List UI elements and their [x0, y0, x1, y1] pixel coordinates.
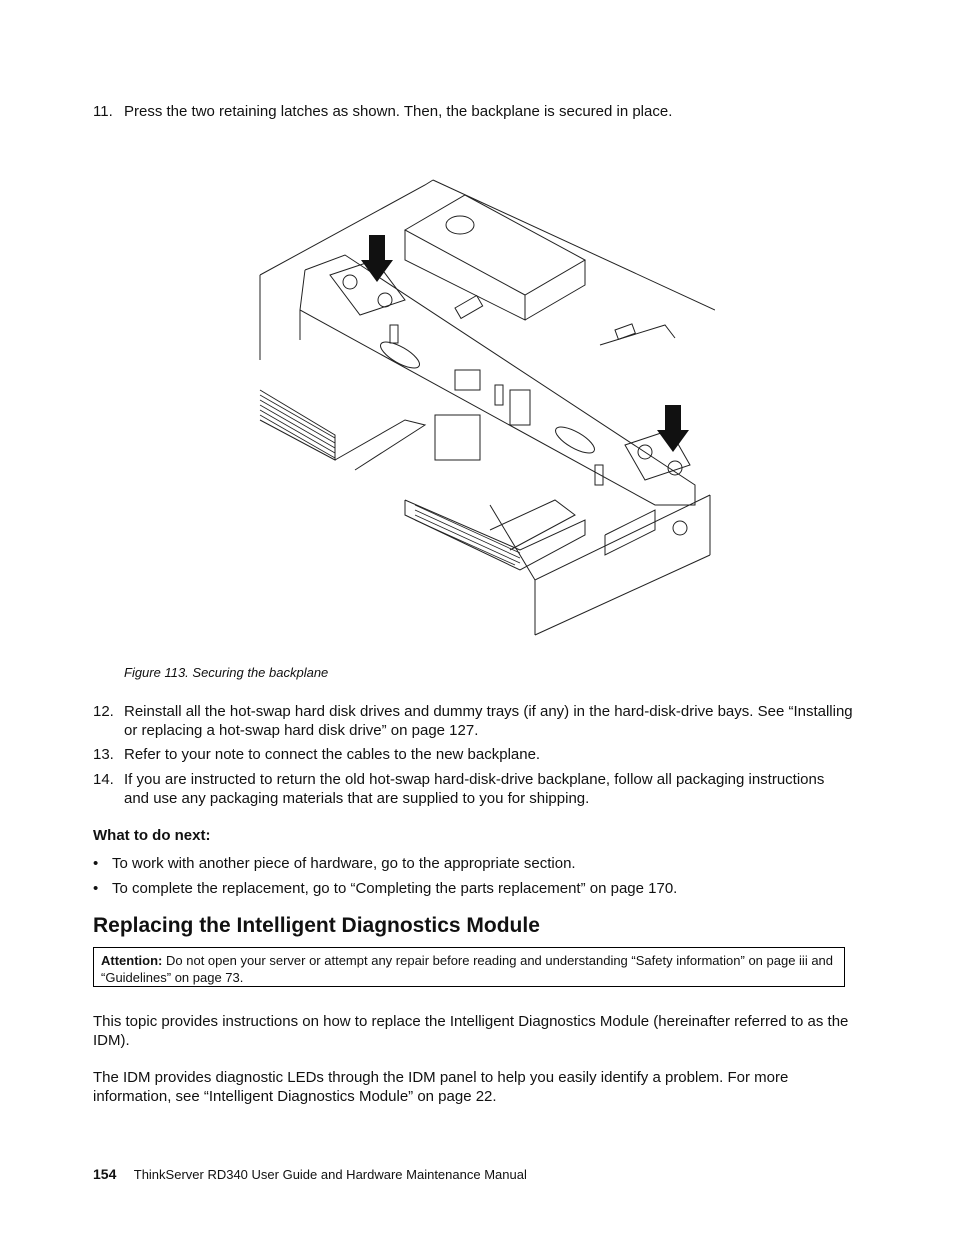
step-13 [93, 745, 853, 764]
bullet-icon: • [93, 880, 99, 897]
attention-label: Attention: [101, 953, 163, 968]
page-footer [93, 1166, 527, 1182]
list-item [93, 854, 853, 873]
attention-text: Do not open your server or attempt any repair before reading and understanding “Safety information” on page iii and “Guidelines” on page 73. [101, 953, 834, 985]
bullet-icon: • [93, 855, 99, 872]
idm-paragraph: The IDM provides diagnostic LEDs through the IDM panel to help you easily identify a problem. For more information, see “Intelligent Diagnostics Module” on page 22. [93, 1069, 789, 1105]
step-text: If you are instructed to return the old hot-swap hard-disk-drive backplane, follow all packaging instructions and use any packaging materials that are supplied to you for shipping. [124, 771, 825, 807]
step-number: 11. [93, 103, 113, 120]
step-text: Reinstall all the hot-swap hard disk drives and dummy trays (if any) in the hard-disk-drive bays. See “Installing or replacing a hot-swap hard disk drive” on page 127. [124, 703, 853, 739]
step-text: Refer to your note to connect the cables to the new backplane. [124, 746, 541, 763]
step-12 [93, 702, 853, 740]
what-to-do-next-heading: What to do next: [93, 827, 211, 844]
step-number: 14. [93, 771, 114, 788]
figure-caption: Figure 113. Securing the backplane [124, 665, 329, 680]
attention-box [93, 947, 845, 987]
page-number: 154 [93, 1166, 117, 1182]
bullet-text: To complete the replacement, go to “Completing the parts replacement” on page 170. [112, 880, 678, 897]
manual-title: ThinkServer RD340 User Guide and Hardware Maintenance Manual [133, 1167, 527, 1182]
bullet-text: To work with another piece of hardware, go to the appropriate section. [112, 855, 576, 872]
step-text: Press the two retaining latches as shown. Then, the backplane is secured in place. [124, 103, 673, 120]
step-number: 13. [93, 746, 114, 763]
list-item [93, 879, 853, 898]
backplane-illustration [255, 160, 715, 640]
step-number: 12. [93, 703, 114, 720]
step-14 [93, 770, 853, 808]
section-title: Replacing the Intelligent Diagnostics Module [93, 914, 540, 937]
intro-paragraph: This topic provides instructions on how to replace the Intelligent Diagnostics Module (hereinafter referred to as the IDM). [93, 1013, 849, 1049]
step-11 [93, 102, 853, 121]
